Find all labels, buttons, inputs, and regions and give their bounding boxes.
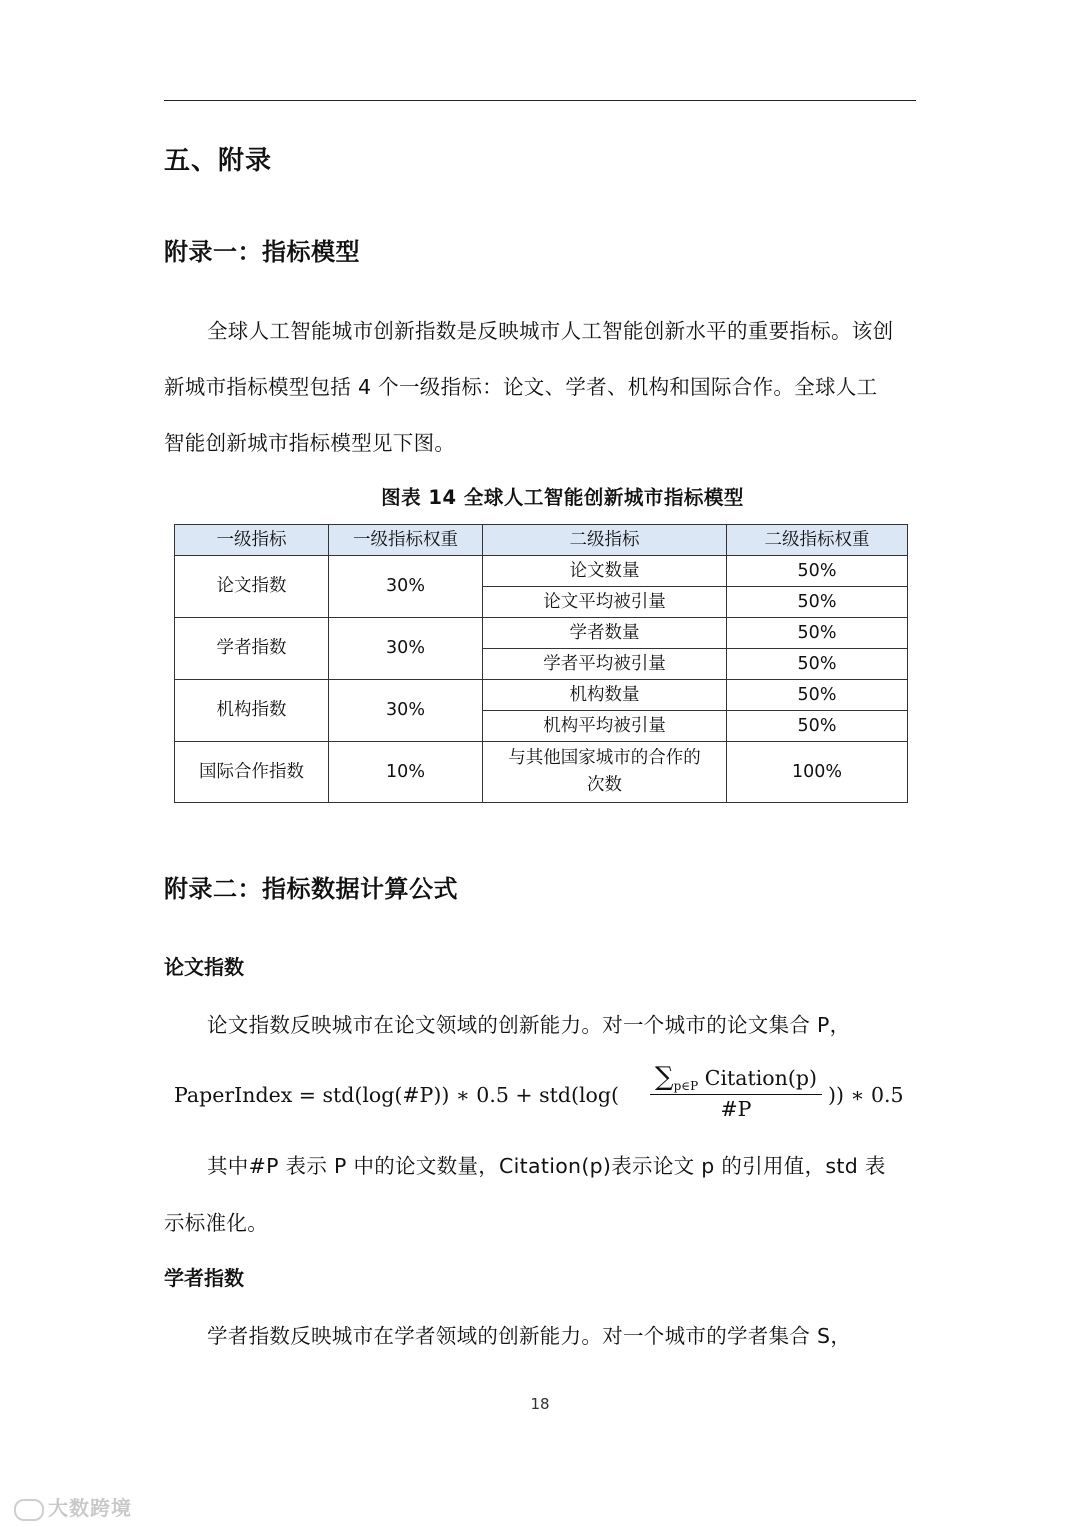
indicator-model-table xyxy=(174,524,908,803)
watermark-logo-icon xyxy=(14,1499,44,1521)
watermark xyxy=(14,1492,132,1521)
level2-weight: 50% xyxy=(727,711,908,742)
level2-weight: 50% xyxy=(727,556,908,587)
level1-name: 机构指数 xyxy=(175,680,329,742)
formula-numerator xyxy=(646,1062,826,1092)
level2-name: 论文数量 xyxy=(483,556,727,587)
level1-weight: 10% xyxy=(329,742,483,803)
table-header: 一级指标权重 xyxy=(329,525,483,556)
appendix2-title: 附录二：指标数据计算公式 xyxy=(164,875,458,903)
level2-weight: 50% xyxy=(727,649,908,680)
table-header-row xyxy=(175,525,908,556)
level2-name: 论文平均被引量 xyxy=(483,587,727,618)
figure-caption: 图表 14 全球人工智能创新城市指标模型 xyxy=(381,486,744,509)
paper-intro: 论文指数反映城市在论文领域的创新能力。对一个城市的论文集合 P， xyxy=(207,1013,851,1037)
table-row xyxy=(175,556,908,587)
formula-rhs: )) ∗ 0.5 xyxy=(828,1083,904,1107)
sum-symbol: ∑ xyxy=(655,1062,674,1092)
level2-name: 机构平均被引量 xyxy=(483,711,727,742)
level2-name: 学者数量 xyxy=(483,618,727,649)
intro-line-2: 新城市指标模型包括 4 个一级指标：论文、学者、机构和国际合作。全球人工 xyxy=(164,375,878,399)
page-number: 18 xyxy=(530,1395,550,1413)
paper-index-heading: 论文指数 xyxy=(164,955,244,979)
level2-name xyxy=(483,742,727,803)
level1-weight: 30% xyxy=(329,680,483,742)
appendix1-title: 附录一：指标模型 xyxy=(164,238,360,266)
level1-name: 国际合作指数 xyxy=(175,742,329,803)
table-row xyxy=(175,680,908,711)
level1-weight: 30% xyxy=(329,618,483,680)
intro-line-3: 智能创新城市指标模型见下图。 xyxy=(164,431,456,455)
paper-explain-line-2: 示标准化。 xyxy=(164,1211,268,1235)
level1-name: 学者指数 xyxy=(175,618,329,680)
header-rule xyxy=(164,100,916,101)
table-header: 二级指标 xyxy=(483,525,727,556)
level1-weight: 30% xyxy=(329,556,483,618)
scholar-intro: 学者指数反映城市在学者领域的创新能力。对一个城市的学者集合 S， xyxy=(207,1324,852,1348)
level2-weight: 100% xyxy=(727,742,908,803)
level2-weight: 50% xyxy=(727,587,908,618)
level1-name: 论文指数 xyxy=(175,556,329,618)
table-row xyxy=(175,742,908,803)
level2-weight: 50% xyxy=(727,680,908,711)
table-row xyxy=(175,618,908,649)
scholar-index-heading: 学者指数 xyxy=(164,1266,244,1290)
section-title: 五、附录 xyxy=(164,146,273,176)
level2-name: 学者平均被引量 xyxy=(483,649,727,680)
sum-subscript: p∈P xyxy=(673,1079,699,1094)
level2-name-line: 与其他国家城市的合作的 xyxy=(508,748,701,768)
formula-denominator: #P xyxy=(720,1097,752,1121)
table-header: 一级指标 xyxy=(175,525,329,556)
level2-name-line: 次数 xyxy=(587,775,622,795)
formula-lhs: PaperIndex = std(log(#P)) ∗ 0.5 + std(log( xyxy=(174,1083,620,1107)
intro-line-1: 全球人工智能城市创新指数是反映城市人工智能创新水平的重要指标。该创 xyxy=(207,319,894,343)
paper-explain-line-1: 其中#P 表示 P 中的论文数量，Citation(p)表示论文 p 的引用值，std 表 xyxy=(207,1154,886,1178)
formula-fraction xyxy=(646,1062,826,1123)
table-header: 二级指标权重 xyxy=(727,525,908,556)
watermark-text: 大数跨境 xyxy=(48,1496,132,1520)
level2-name: 机构数量 xyxy=(483,680,727,711)
level2-weight: 50% xyxy=(727,618,908,649)
paper-index-formula xyxy=(174,1062,914,1128)
numerator-text: Citation(p) xyxy=(704,1066,817,1090)
